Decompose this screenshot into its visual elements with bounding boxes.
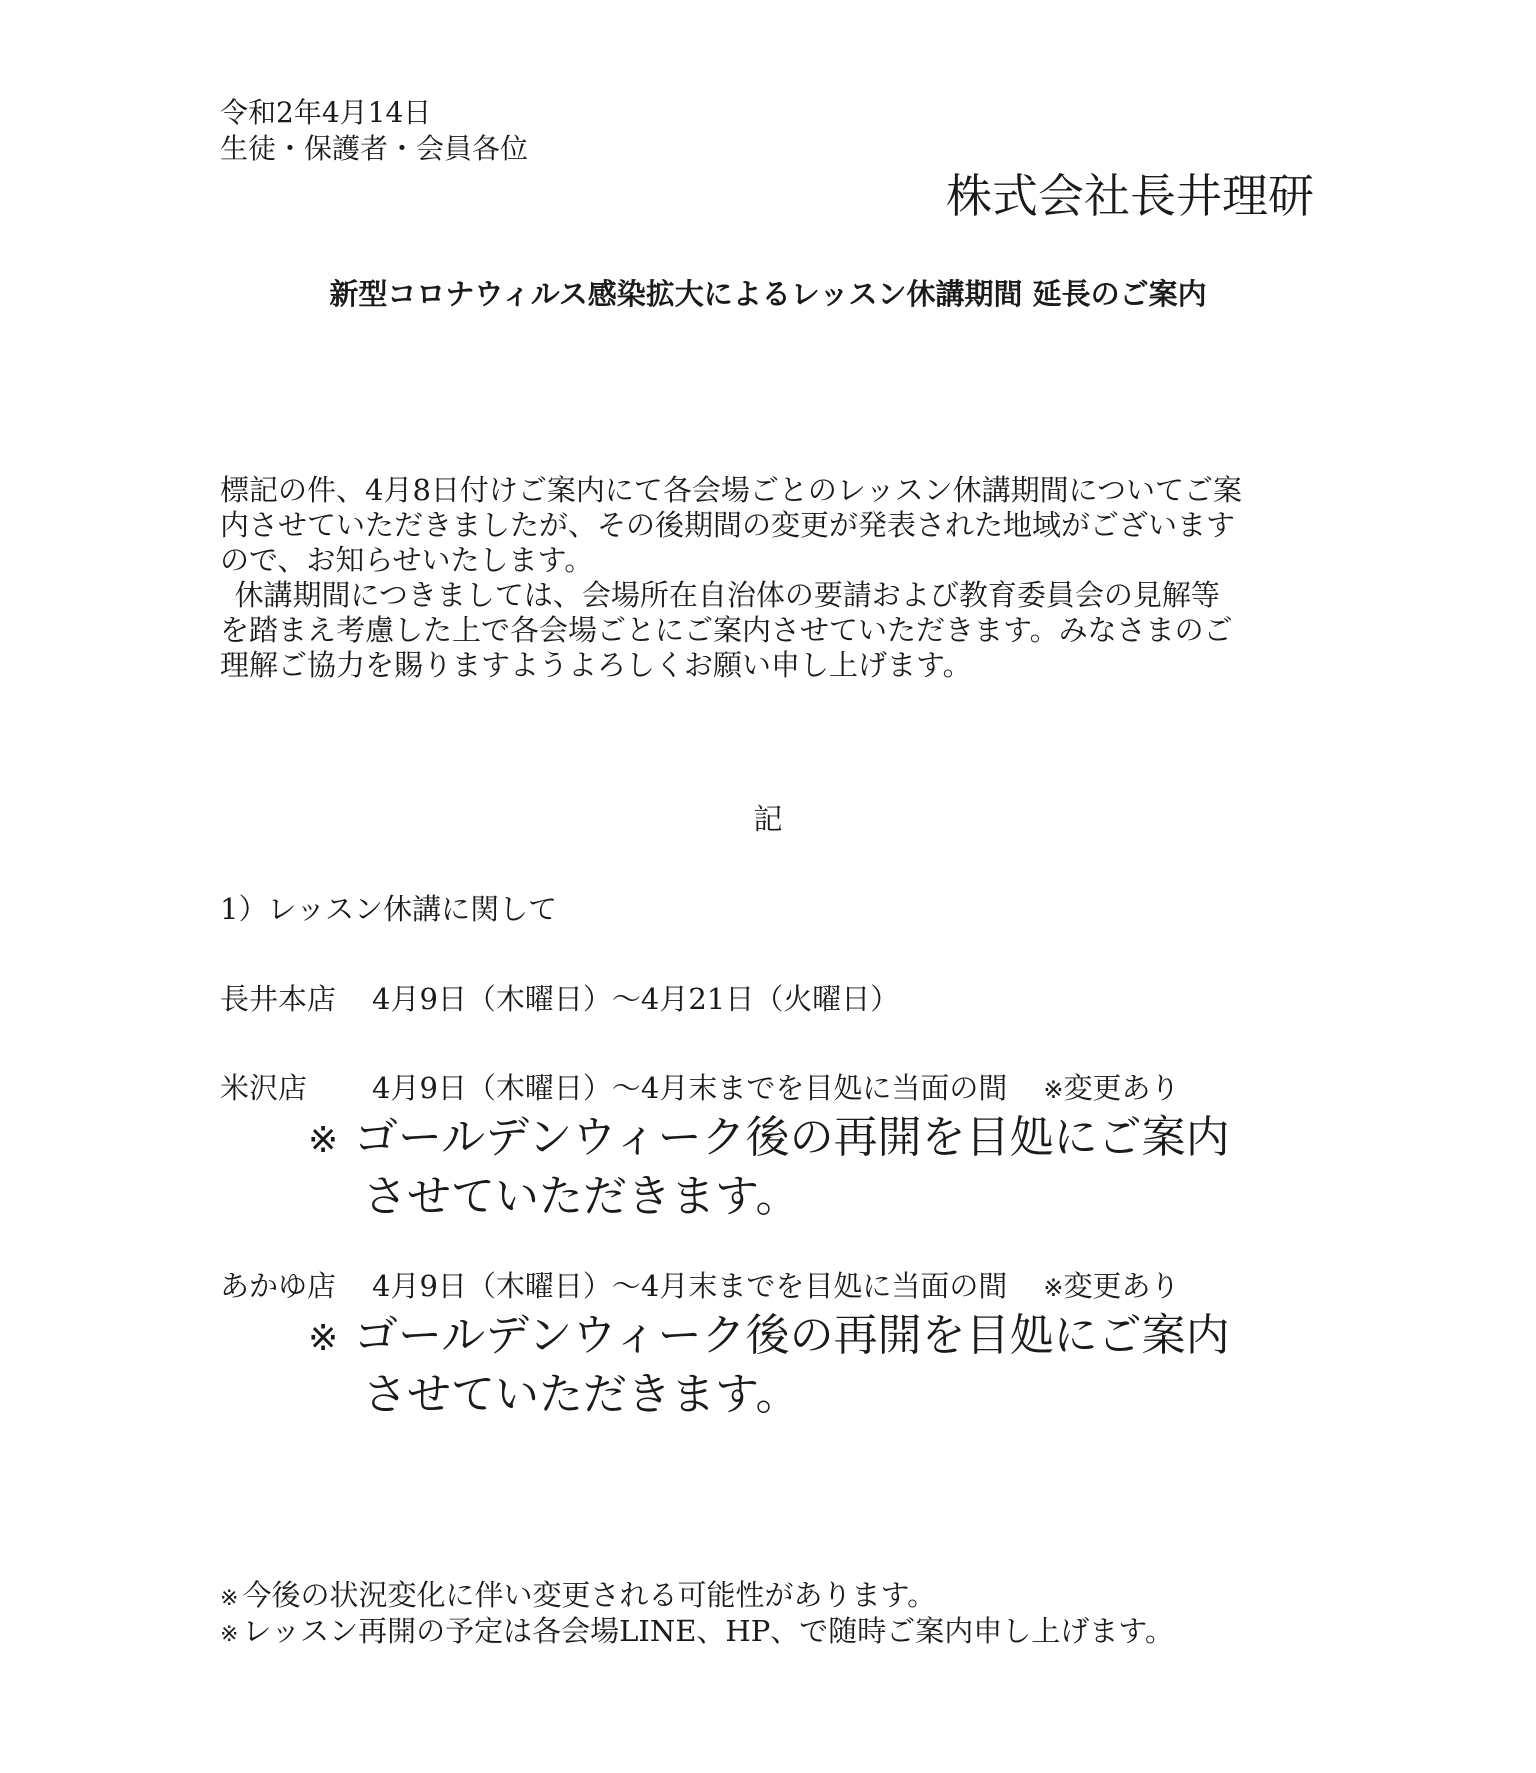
store-name: 長井本店: [220, 982, 337, 1016]
document-date: 令和2年4月14日: [220, 96, 432, 129]
body-line: 理解ご協力を賜りますようよろしくお願い申し上げます。: [220, 648, 972, 682]
store-name: あかゆ店: [220, 1269, 337, 1303]
note-mark: ※: [308, 1318, 339, 1359]
ki-heading: 記: [753, 802, 783, 836]
footnote: [220, 1613, 1174, 1653]
change-note: 変更あり: [1063, 1071, 1180, 1105]
note-text: ゴールデンウィーク後の再開を目処にご案内: [354, 1112, 1230, 1163]
store-period: 4月9日（木曜日）～4月21日（火曜日）: [372, 982, 900, 1016]
store-row-nagai: [220, 981, 899, 1017]
note-text: させていただきます。: [363, 1171, 800, 1222]
change-mark: ※: [1043, 1274, 1064, 1302]
footnote-text: レッスン再開の予定は各会場LINE、HP、で随時ご案内申し上げます。: [242, 1614, 1174, 1648]
body-line: 内させていただきましたが、その後期間の変更が発表された地域がございます: [220, 508, 1236, 542]
note-text: ゴールデンウィーク後の再開を目処にご案内: [354, 1310, 1230, 1361]
body-line: ので、お知らせいたします。: [220, 543, 594, 577]
body-line: を踏まえ考慮した上で各会場ごとにご案内させていただきます。みなさまのご: [220, 613, 1233, 647]
body-line: 標記の件、4月8日付けご案内にて各会場ごとのレッスン休講期間についてご案: [220, 473, 1243, 507]
store-period: 4月9日（木曜日）～4月末までを目処に当面の間: [372, 1269, 1008, 1303]
footnote-mark: ※: [220, 1622, 239, 1647]
section-title: 1）レッスン休講に関して: [220, 892, 558, 926]
company-name: 株式会社長井理研: [946, 169, 1314, 223]
note-text: させていただきます。: [363, 1369, 800, 1420]
store-row-akayu: [220, 1268, 1179, 1306]
recipient-line: 生徒・保護者・会員各位: [220, 132, 529, 165]
resume-note-yonezawa: [308, 1110, 1230, 1225]
body-paragraph: [220, 473, 1330, 683]
store-row-yonezawa: [220, 1070, 1179, 1108]
footnote-mark: ※: [220, 1586, 239, 1611]
footnote-text: 今後の状況変化に伴い変更される可能性があります。: [242, 1578, 937, 1612]
document-title: 新型コロナウィルス感染拡大によるレッスン休講期間 延長のご案内: [329, 277, 1207, 311]
note-mark: ※: [308, 1120, 339, 1161]
resume-note-akayu: [308, 1308, 1230, 1423]
footnote: [220, 1577, 936, 1617]
store-name: 米沢店: [220, 1071, 308, 1105]
body-line: 休講期間につきましては、会場所在自治体の要請および教育委員会の見解等: [234, 578, 1220, 612]
change-mark: ※: [1043, 1076, 1064, 1104]
store-period: 4月9日（木曜日）～4月末までを目処に当面の間: [372, 1071, 1008, 1105]
change-note: 変更あり: [1063, 1269, 1180, 1303]
